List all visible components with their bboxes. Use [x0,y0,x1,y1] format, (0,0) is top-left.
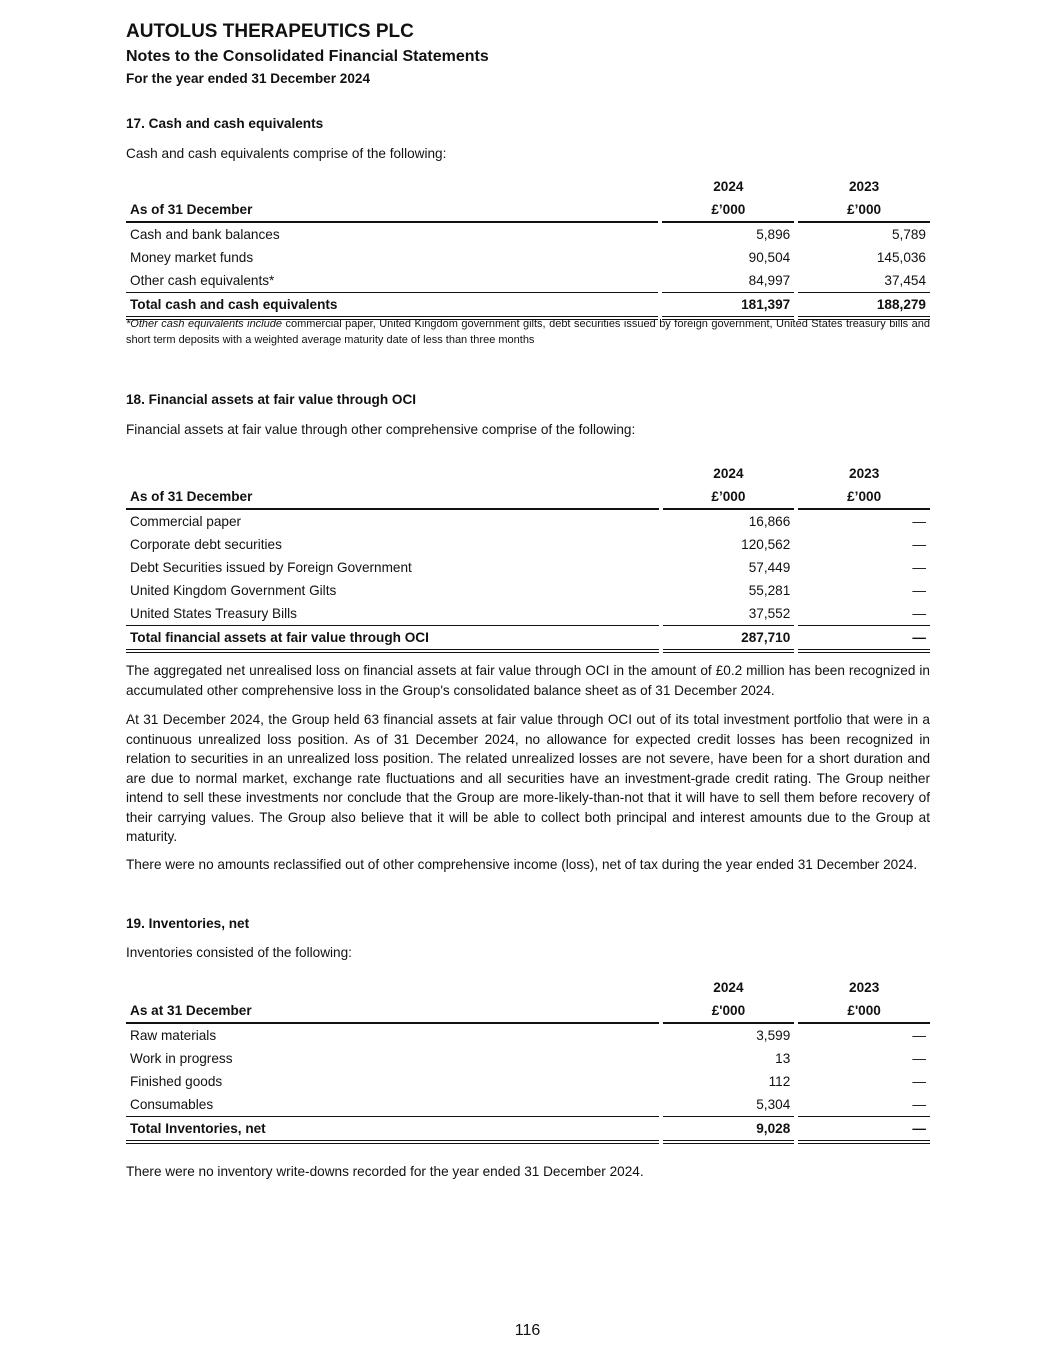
value-2024: 5,896 [756,227,791,242]
unit-2024: £’000 [663,485,795,510]
note17-heading: 17. Cash and cash equivalents [126,116,324,131]
value-2023: 145,036 [876,250,926,265]
value-2023: — [912,514,926,529]
note17-footnote [126,316,930,348]
company-name: AUTOLUS THERAPEUTICS PLC [126,21,414,42]
value-2023: — [912,560,926,575]
total-2024: 287,710 [663,625,795,653]
value-2024: 55,281 [748,583,791,598]
table-row [126,246,930,269]
note19-heading: 19. Inventories, net [126,916,250,931]
total-row [126,625,930,653]
table-row [126,579,930,602]
value-2023: — [912,583,926,598]
year-2023: 2023 [848,179,880,194]
note17-intro: Cash and cash equivalents comprise of the following: [126,146,447,161]
unit-2024: £'000 [663,999,795,1024]
value-2024: 5,304 [756,1097,791,1112]
table-row [126,1070,930,1093]
period: For the year ended 31 December 2024 [126,71,371,86]
total-2023: — [798,625,930,653]
value-2024: 3,599 [756,1028,791,1043]
unit-2023: £'000 [798,999,930,1024]
total-label: Total Inventories, net [126,1116,659,1144]
table-row [126,602,930,625]
footnote-lead: *Other cash equivalents include [126,318,282,330]
table-caption: As of 31 December [126,485,659,510]
table-caption: As of 31 December [126,198,658,223]
note18-heading: 18. Financial assets at fair value through OCI [126,392,417,407]
row-label: United Kingdom Government Gilts [130,583,337,598]
row-label: Work in progress [130,1051,233,1066]
value-2023: 37,454 [884,273,926,288]
year-2024: 2024 [713,980,744,995]
caption-row [126,999,930,1024]
table-row [126,223,930,246]
table-row [126,533,930,556]
table-row [126,1047,930,1070]
unit-2023: £’000 [798,485,930,510]
table-row [126,1093,930,1116]
row-label: Money market funds [130,250,254,265]
value-2023: 5,789 [891,227,926,242]
row-label: Other cash equivalents* [130,273,275,288]
row-label: Raw materials [130,1028,217,1043]
value-2023: — [912,1051,926,1066]
row-label: Finished goods [130,1074,223,1089]
value-2024: 90,504 [748,250,791,265]
footnote-text: commercial paper, United Kingdom government gilts, debt securities issued by foreign government, United States treasury bills and short term deposits with a weighted average maturity date of less than three months [126,318,930,346]
year-2023: 2023 [849,466,880,481]
year-row [126,462,930,485]
note17-table [126,175,930,320]
year-row [126,175,930,198]
value-2023: — [912,1097,926,1112]
note18-paragraph-3: There were no amounts reclassified out of other comprehensive income (loss), net of tax during the year ended 31 December 2024. [126,857,918,872]
total-label: Total cash and cash equivalents [126,292,658,320]
financial-table [122,175,934,320]
total-2023: — [798,1116,930,1144]
unit-2024: £’000 [662,198,794,223]
caption-row [126,198,930,223]
year-2024: 2024 [713,466,744,481]
value-2023: — [912,1028,926,1043]
value-2024: 112 [768,1074,791,1089]
value-2023: — [912,537,926,552]
value-2023: — [912,1074,926,1089]
row-label: Commercial paper [130,514,242,529]
table-row [126,556,930,579]
total-2024: 181,397 [662,292,794,320]
financial-table [122,462,934,653]
page-number: 116 [514,1322,541,1339]
blank-cell [126,175,658,198]
note18-paragraph-1: The aggregated net unrealised loss on financial assets at fair value through OCI in the amount of £0.2 million has been recognized in accumulated other comprehensive loss in the Group's consolidated balance sheet as of 31 December 2024. [126,663,930,698]
value-2023: — [912,606,926,621]
value-2024: 13 [775,1051,791,1066]
year-row [126,976,930,999]
row-label: Debt Securities issued by Foreign Government [130,560,412,575]
value-2024: 16,866 [748,514,791,529]
row-label: Cash and bank balances [130,227,280,242]
document-title: Notes to the Consolidated Financial Statements [126,48,489,65]
note18-intro: Financial assets at fair value through other comprehensive comprise of the following: [126,422,636,437]
value-2024: 37,552 [748,606,791,621]
note19-table [126,976,930,1144]
table-row [126,269,930,292]
year-2023: 2023 [849,980,880,995]
value-2024: 57,449 [748,560,791,575]
blank-cell [126,976,659,999]
row-label: Corporate debt securities [130,537,282,552]
blank-cell [126,462,659,485]
table-row [126,1024,930,1047]
table-caption: As at 31 December [126,999,659,1024]
row-label: Consumables [130,1097,214,1112]
note18-paragraph-2: At 31 December 2024, the Group held 63 financial assets at fair value through OCI out of its total investment portfolio that were in a continuous unrealized loss position. As of 31 December 2024, no allowance for expected credit losses has been recognized in relation to securities in an unrealized loss position. The related unrealized losses are not severe, have been for a short duration and are due to normal market, exchange rate fluctuations and all securities have an investment-grade credit rating. The Group neither intend to sell these investments nor conclude that the Group are more-likely-than-not that it will have to sell them before recovery of their carrying values. The Group also believe that it will be able to collect both principal and interest amounts due to the Group at maturity. [126,712,930,844]
total-2023: 188,279 [798,292,930,320]
year-2024: 2024 [713,179,744,194]
row-label: United States Treasury Bills [130,606,297,621]
note19-intro: Inventories consisted of the following: [126,945,352,960]
note18-table [126,462,930,653]
caption-row [126,485,930,510]
total-label: Total financial assets at fair value through OCI [126,625,659,653]
total-row [126,1116,930,1144]
unit-2023: £’000 [798,198,930,223]
total-2024: 9,028 [663,1116,795,1144]
value-2024: 120,562 [741,537,791,552]
value-2024: 84,997 [748,273,791,288]
financial-table [122,976,934,1144]
note19-closing: There were no inventory write-downs recorded for the year ended 31 December 2024. [126,1164,644,1179]
table-row [126,510,930,533]
